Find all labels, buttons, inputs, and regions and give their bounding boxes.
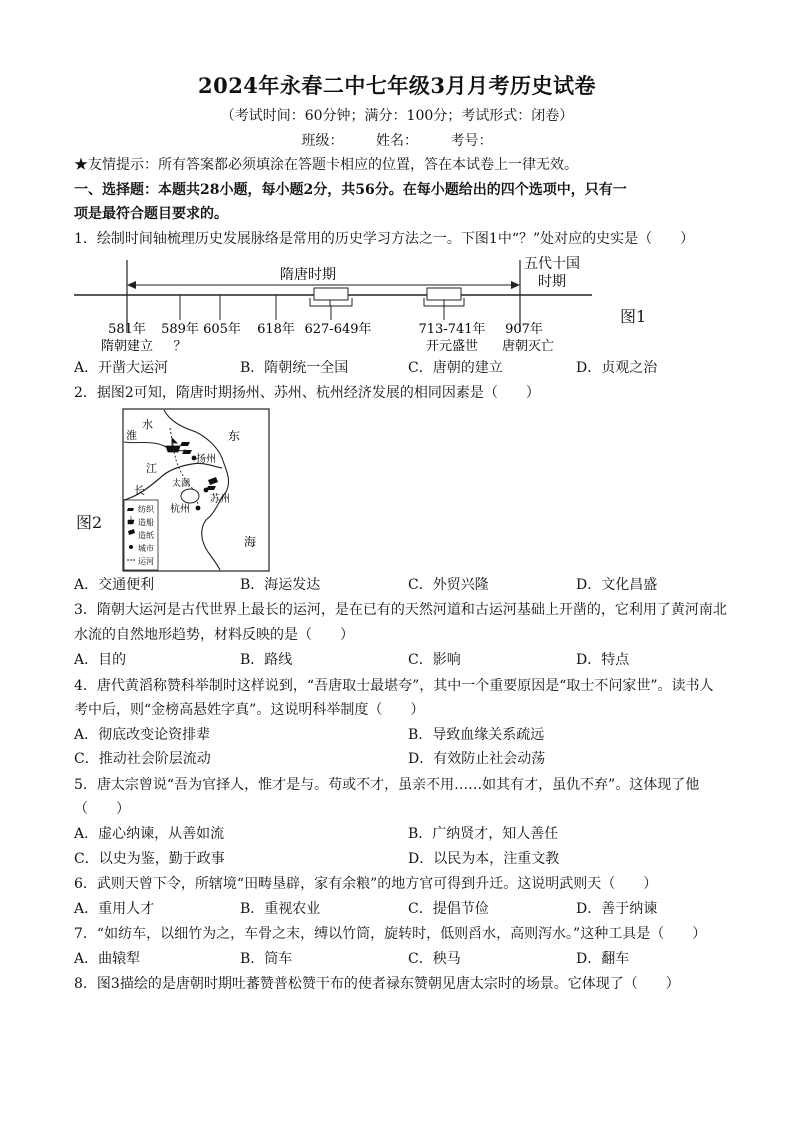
q1-option-d[interactable]: D．贞观之治 — [576, 360, 658, 376]
year-589: 589年 — [161, 322, 199, 337]
figure2-label: 图2 — [76, 513, 103, 532]
q1-option-b[interactable]: B．隋朝统一全国 — [240, 360, 349, 376]
q3-option-a[interactable]: A．目的 — [74, 652, 127, 668]
student-info-line — [0, 130, 794, 150]
map-label-huai: 淮 — [126, 429, 137, 442]
q4-option-b[interactable]: B．导致血缘关系疏远 — [408, 727, 545, 743]
q5-stem-line2: （ ） — [74, 801, 130, 817]
q8-stem: 8．图3描绘的是唐朝时期吐蕃赞普松赞干布的使者禄东赞朝见唐太宗时的场景。它体现了（ ） — [74, 976, 680, 992]
map-label-suzhou: 苏州 — [210, 494, 230, 505]
notice-text: ★友情提示：所有答案都必须填涂在答题卡相应的位置，答在本试卷上一律无效。 — [74, 157, 578, 173]
q2-option-d[interactable]: D．文化昌盛 — [576, 577, 658, 593]
later-period-label-2: 时期 — [538, 274, 566, 290]
figure1-label: 图1 — [620, 307, 647, 326]
q5-option-b[interactable]: B．广纳贤才，知人善任 — [408, 826, 559, 842]
q6-option-d[interactable]: D．善于纳谏 — [576, 901, 658, 917]
q4-option-d[interactable]: D．有效防止社会动荡 — [408, 751, 546, 767]
year-713-741: 713-741年 — [418, 322, 486, 337]
q6-stem: 6．武则天曾下令，所辖境“田畴垦辟，家有余粮”的地方官可得到升迁。这说明武则天（ ） — [74, 876, 658, 892]
year-627-649: 627-649年 — [304, 322, 372, 337]
year-907: 907年 — [505, 322, 543, 337]
map-label-chang: 长 — [134, 484, 145, 497]
q4-stem-line2: 考中后，则“金榜高悬姓字真”。这说明科举制度（ ） — [74, 702, 425, 718]
legend-paper: 造纸 — [138, 531, 154, 540]
legend-shipbuilding: 造船 — [138, 518, 154, 527]
name-label: 姓名： — [376, 133, 418, 149]
note-713-741: 开元盛世 — [425, 339, 479, 354]
q7-stem: 7．“如纺车，以细竹为之，车骨之末，缚以竹筒，旋转时，低则舀水，高则泻水。”这种工具是（ ） — [74, 926, 707, 942]
q5-option-d[interactable]: D．以民为本，注重文教 — [408, 851, 560, 867]
period-label: 隋唐时期 — [280, 267, 336, 283]
map-label-dong: 东 — [228, 429, 241, 443]
taihu-lake — [181, 489, 199, 503]
year-581: 581年 — [108, 322, 146, 337]
year-605: 605年 — [203, 322, 241, 337]
q4-option-c[interactable]: C．推动社会阶层流动 — [74, 751, 211, 767]
city-hangzhou — [196, 506, 201, 511]
q6-option-b[interactable]: B．重视农业 — [240, 901, 321, 917]
q1-option-a[interactable]: A．开凿大运河 — [74, 360, 169, 376]
q4-stem-line1: 4．唐代黄滔称赞科举制时这样说到，“吾唐取士最堪夸”，其中一个重要原因是“取士不问家世”。读书人 — [74, 678, 714, 694]
section-heading-line2: 项是最符合题目要求的。 — [74, 206, 228, 222]
map-label-taihu: 太湖 — [172, 479, 191, 489]
map-label-yangzhou: 扬州 — [196, 454, 216, 465]
q6-option-a[interactable]: A．重用人才 — [74, 901, 155, 917]
exam-title: 2024年永春二中七年级3月月考历史试卷 — [197, 73, 597, 98]
q5-option-a[interactable]: A．虚心纳谏，从善如流 — [74, 826, 225, 842]
map-label-jiang: 江 — [146, 462, 157, 475]
q2-option-a[interactable]: A．交通便利 — [74, 577, 155, 593]
q1-stem: 1．绘制时间轴梳理历史发展脉络是常用的历史学习方法之一。下图1中“？”处对应的史实是（ ） — [74, 231, 695, 247]
year-618: 618年 — [257, 322, 295, 337]
q4-option-a[interactable]: A．彻底改变论资排辈 — [74, 727, 211, 743]
class-label: 班级： — [301, 133, 344, 149]
q1-timeline-figure — [70, 252, 670, 357]
note-907: 唐朝灭亡 — [501, 339, 555, 354]
q3-option-b[interactable]: B．路线 — [240, 652, 293, 668]
q7-option-b[interactable]: B．筒车 — [240, 951, 293, 967]
note-589: ？ — [173, 339, 187, 354]
q2-map-figure — [122, 408, 270, 572]
section-heading-line1: 一、选择题：本题共28小题，每小题2分，共56分。在每小题给出的四个选项中，只有一 — [74, 182, 627, 198]
number-label: 考号： — [450, 133, 493, 149]
q3-option-c[interactable]: C．影响 — [408, 652, 461, 668]
q1-option-c[interactable]: C．唐朝的建立 — [408, 360, 503, 376]
q3-stem-line1: 3．隋朝大运河是古代世界上最长的运河，是在已有的天然河道和古运河基础上开凿的，它利用了黄河南北 — [74, 602, 727, 618]
q2-stem: 2．据图2可知，隋唐时期扬州、苏州、杭州经济发展的相同因素是（ ） — [74, 385, 540, 401]
map-label-hangzhou: 杭州 — [170, 504, 190, 515]
q6-option-c[interactable]: C．提倡节俭 — [408, 901, 489, 917]
q2-option-c[interactable]: C．外贸兴隆 — [408, 577, 489, 593]
later-period-label-1: 五代十国 — [524, 256, 580, 272]
map-label-hai: 海 — [244, 535, 257, 549]
legend-textile: 纺织 — [138, 505, 154, 514]
exam-subtitle: （考试时间：60分钟；满分：100分；考试形式：闭卷） — [220, 108, 574, 124]
note-581: 隋朝建立 — [100, 339, 154, 354]
q2-option-b[interactable]: B．海运发达 — [240, 577, 321, 593]
legend-city: 城市 — [138, 544, 154, 553]
q7-option-a[interactable]: A．曲辕犁 — [74, 951, 141, 967]
q5-option-c[interactable]: C．以史为鉴，勤于政事 — [74, 851, 225, 867]
legend-canal: 运河 — [138, 557, 154, 566]
q3-option-d[interactable]: D．特点 — [576, 652, 630, 668]
q3-stem-line2: 水流的自然地形趋势，材料反映的是（ ） — [74, 627, 354, 643]
map-label-shui: 水 — [142, 418, 153, 431]
q7-option-d[interactable]: D．翻车 — [576, 951, 630, 967]
q5-stem-line1: 5．唐太宗曾说“吾为官择人，惟才是与。苟或不才，虽亲不用……如其有才，虽仇不弃”。这体现了他 — [74, 777, 700, 793]
q7-option-c[interactable]: C．秧马 — [408, 951, 461, 967]
